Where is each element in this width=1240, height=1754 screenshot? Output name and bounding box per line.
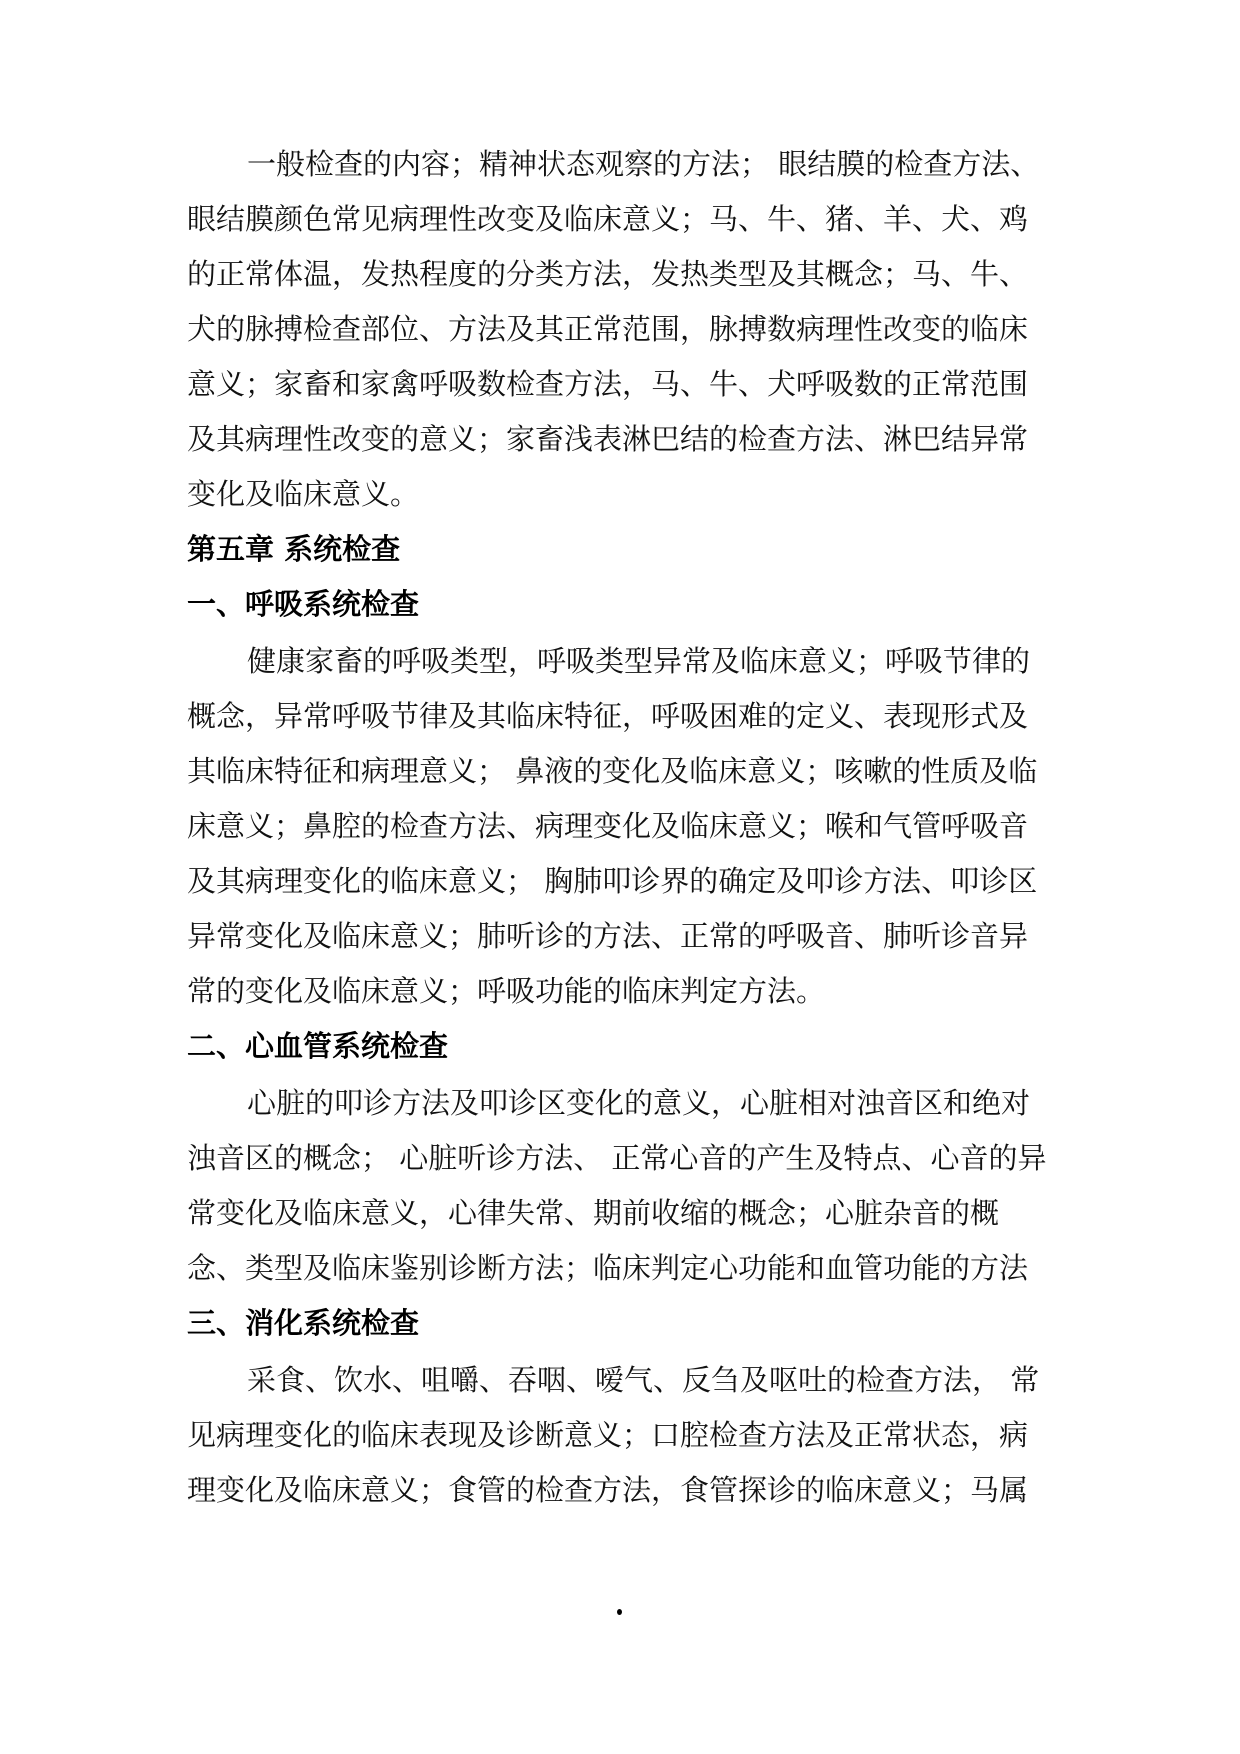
intro-line-1: 一般检查的内容；精神状态观察的方法； 眼结膜的检查方法、: [247, 147, 1040, 181]
respiratory-line-5: 及其病理变化的临床意义； 胸肺叩诊界的确定及叩诊方法、叩诊区: [187, 864, 1038, 898]
section-heading-digestive: 三、消化系统检查: [187, 1306, 420, 1340]
intro-line-4: 犬的脉搏检查部位、方法及其正常范围，脉搏数病理性改变的临床: [187, 312, 1029, 346]
respiratory-line-7: 常的变化及临床意义；呼吸功能的临床判定方法。: [187, 974, 826, 1008]
cardiovascular-line-1: 心脏的叩诊方法及叩诊区变化的意义，心脏相对浊音区和绝对: [247, 1086, 1031, 1120]
cardiovascular-line-3: 常变化及临床意义，心律失常、期前收缩的概念；心脏杂音的概: [187, 1196, 1000, 1230]
intro-line-3: 的正常体温，发热程度的分类方法，发热类型及其概念；马、牛、: [187, 257, 1029, 291]
intro-line-5: 意义；家畜和家禽呼吸数检查方法，马、牛、犬呼吸数的正常范围: [187, 367, 1029, 401]
respiratory-line-1: 健康家畜的呼吸类型，呼吸类型异常及临床意义；呼吸节律的: [247, 644, 1031, 678]
digestive-line-3: 理变化及临床意义；食管的检查方法，食管探诊的临床意义；马属: [187, 1473, 1029, 1507]
respiratory-line-2: 概念，异常呼吸节律及其临床特征，呼吸困难的定义、表现形式及: [187, 699, 1029, 733]
cardiovascular-line-4: 念、类型及临床鉴别诊断方法；临床判定心功能和血管功能的方法: [187, 1251, 1029, 1285]
chapter-heading: 第五章 系统检查: [187, 532, 401, 566]
respiratory-line-4: 床意义；鼻腔的检查方法、病理变化及临床意义；喉和气管呼吸音: [187, 809, 1029, 843]
intro-line-7: 变化及临床意义。: [187, 477, 420, 511]
section-heading-respiratory: 一、呼吸系统检查: [187, 587, 420, 621]
cardiovascular-line-2: 浊音区的概念； 心脏听诊方法、 正常心音的产生及特点、心音的异: [187, 1141, 1047, 1175]
digestive-line-2: 见病理变化的临床表现及诊断意义；口腔检查方法及正常状态，病: [187, 1418, 1029, 1452]
intro-line-2: 眼结膜颜色常见病理性改变及临床意义；马、牛、猪、羊、犬、鸡: [187, 202, 1029, 236]
page-footer-mark: [617, 1609, 622, 1615]
section-heading-cardiovascular: 二、心血管系统检查: [187, 1029, 449, 1063]
intro-line-6: 及其病理性改变的意义；家畜浅表淋巴结的检查方法、淋巴结异常: [187, 422, 1029, 456]
respiratory-line-6: 异常变化及临床意义；肺听诊的方法、正常的呼吸音、肺听诊音异: [187, 919, 1029, 953]
digestive-line-1: 采食、饮水、咀嚼、吞咽、嗳气、反刍及呕吐的检查方法， 常: [247, 1363, 1040, 1397]
respiratory-line-3: 其临床特征和病理意义； 鼻液的变化及临床意义；咳嗽的性质及临: [187, 754, 1038, 788]
